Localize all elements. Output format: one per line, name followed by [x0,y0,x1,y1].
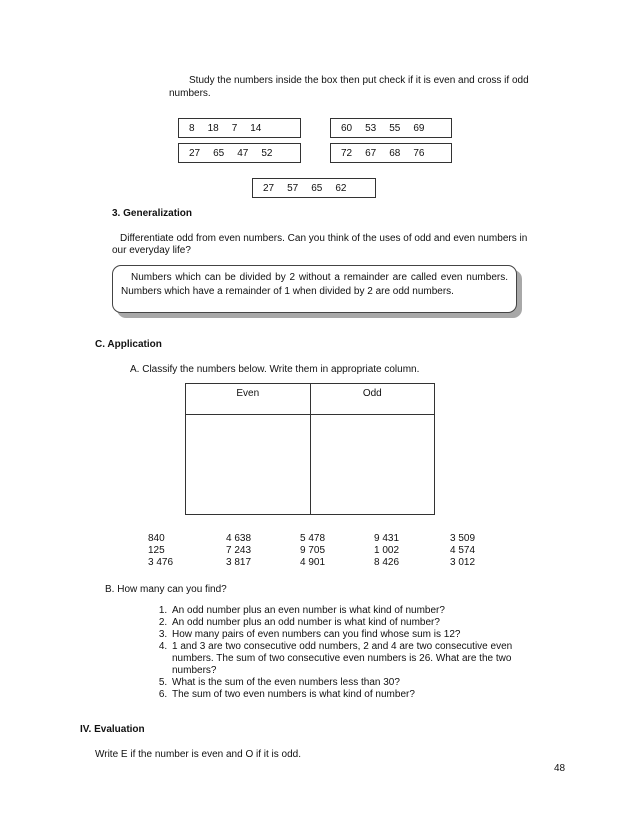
box-number: 8 [189,122,195,134]
evaluation-heading: IV. Evaluation [80,724,145,735]
box-number: 18 [207,122,219,134]
generalization-answer-box [112,265,517,313]
box-number: 62 [335,182,347,194]
number-box-4 [330,143,452,163]
list-number: 4 574 [450,545,476,556]
generalization-answer-text: Numbers which can be divided by 2 without a remainder are called even numbers. Numbers which have a remainder of 1 when divided by 2 are odd numbers. [121,272,508,297]
questions-list [130,605,540,701]
list-number: 7 243 [226,545,252,556]
box-number: 47 [237,147,249,159]
application-heading: C. Application [95,339,162,350]
box-number: 27 [189,147,201,159]
box-number: 65 [213,147,225,159]
question-item: 3. How many pairs of even numbers can you find whose sum is 12? [170,629,540,641]
number-column-3 [300,533,325,569]
table-header-odd: Odd [310,384,434,415]
list-number: 125 [148,545,165,556]
list-number: 3 012 [450,557,476,568]
box-number: 69 [413,122,425,134]
number-box-3 [178,143,301,163]
number-column-1 [148,533,173,569]
intro-line-2: numbers. [169,88,211,99]
box-number: 76 [413,147,425,159]
table-header-even: Even [186,384,311,415]
box-number: 27 [263,182,275,194]
even-column-cell[interactable] [186,415,311,515]
box-number: 53 [365,122,377,134]
list-number: 5 478 [300,533,326,544]
box-number: 52 [261,147,273,159]
page-number: 48 [554,763,566,774]
number-box-5 [252,178,376,198]
box-number: 68 [389,147,401,159]
list-number: 4 638 [226,533,252,544]
number-column-2 [226,533,251,569]
list-number: 3 476 [148,557,174,568]
generalization-heading: 3. Generalization [112,208,193,219]
question-item: 2. An odd number plus an odd number is what kind of number? [170,617,540,629]
list-number: 1 002 [374,545,400,556]
generalization-question-line-2: our everyday life? [112,245,191,256]
box-number: 55 [389,122,401,134]
part-b-heading: B. How many can you find? [105,584,227,595]
evaluation-instruction: Write E if the number is even and O if it is odd. [95,749,302,760]
box-number: 14 [250,122,262,134]
question-item: 5. What is the sum of the even numbers less than 30? [170,677,540,689]
list-number: 3 817 [226,557,252,568]
list-number: 840 [148,533,165,544]
list-number: 9 705 [300,545,326,556]
box-number: 67 [365,147,377,159]
application-instruction: A. Classify the numbers below. Write them in appropriate column. [130,364,420,375]
question-item: 4. 1 and 3 are two consecutive odd numbers, 2 and 4 are two consecutive even numbers. The sum of two consecutive even numbers is 26. What are the two numbers? [170,641,540,677]
number-column-5 [450,533,475,569]
box-number: 7 [231,122,238,134]
box-number: 57 [287,182,299,194]
generalization-question-line-1: Differentiate odd from even numbers. Can you think of the uses of odd and even numbers in [120,233,528,244]
list-number: 9 431 [374,533,400,544]
intro-line-1: Study the numbers inside the box then put check if it is even and cross if odd [189,75,529,86]
odd-column-cell[interactable] [310,415,434,515]
question-item: 6. The sum of two even numbers is what kind of number? [170,689,540,701]
classify-table [185,383,435,515]
list-number: 4 901 [300,557,326,568]
list-number: 8 426 [374,557,400,568]
question-item: 1. An odd number plus an even number is what kind of number? [170,605,540,617]
number-box-2 [330,118,452,138]
box-number: 72 [341,147,353,159]
number-column-4 [374,533,399,569]
box-number: 60 [341,122,353,134]
list-number: 3 509 [450,533,476,544]
number-box-1 [178,118,301,138]
box-number: 65 [311,182,323,194]
